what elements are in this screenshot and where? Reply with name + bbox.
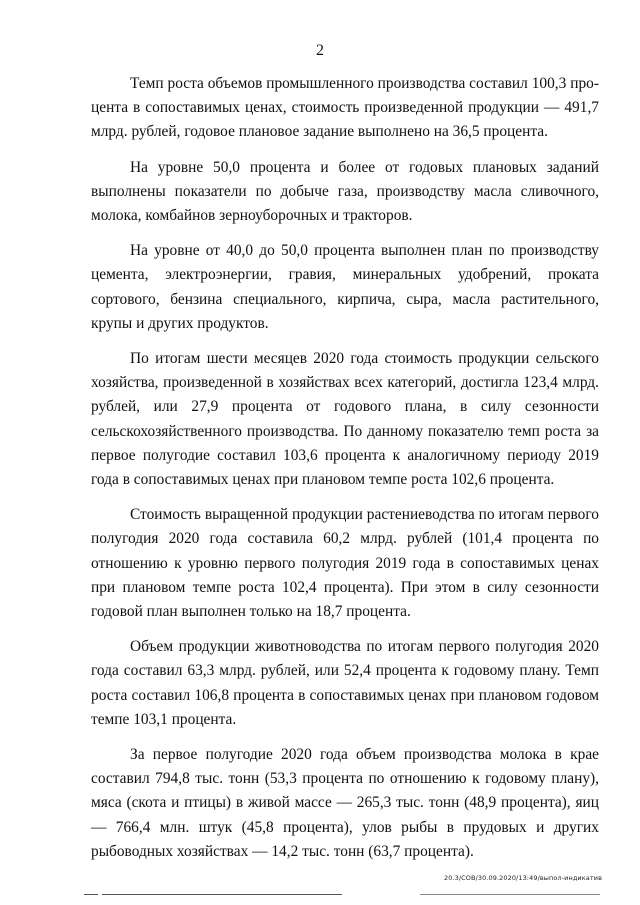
document-code: 20.3/СОВ/30.09.2020/13:49/выпол-индикатив — [443, 874, 602, 882]
paragraph-livestock: Объем продукции животноводства по итогам первого полугодия 2020 года составил 63,3 млрд. рублей, или 52,4 процента к годовому плану. Темп роста составил 106,8 процента в сопоставимых ценах при плановом годовом темпе 103,1 процента. — [91, 638, 599, 728]
paragraph-industrial-growth: Темп роста объемов промышленного производства составил 100,3 процента в сопоставимых ценах, стоимость произведенной продукции — 491,7 млрд. рублей, годовое плановое задание выполнено на 36,5 процента. — [91, 75, 599, 141]
page-number: 2 — [316, 42, 324, 59]
footer-rule-left — [102, 894, 342, 895]
footer-rule-right — [420, 894, 600, 895]
footer-rule-short — [84, 894, 98, 895]
paragraph-agriculture: По итогам шести месяцев 2020 года стоимость продукции сельского хозяйства, произведенной в хозяйствах всех категорий, достигла 123,4 млрд. рублей, или 27,9 процента от годового плана, в силу сезонности сельскохозяйственного производства. По данному показателю темп роста за первое полугодие составил 103,6 процента к аналогичному периоду 2019 года в сопоставимых ценах при плановом темпе роста 102,6 процента. — [91, 350, 599, 489]
paragraph-milk-meat-eggs-fish: За первое полугодие 2020 года объем производства молока в крае составил 794,8 тыс. тонн (53,3 процента по отношению к годовому плану), мяса (скота и птицы) в живой массе — 265,3 тыс. тонн (48,9 процента), яиц — 766,4 млн. штук (45,8 процента), улов рыбы в прудовых и других рыбоводных хозяйствах — 14,2 тыс. тонн (63,7 процента). — [91, 746, 599, 860]
paragraph-plan-40-50-percent: На уровне от 40,0 до 50,0 процента выполнен план по производству цемента, электроэнергии, гравия, минеральных удобрений, проката сортового, бензина специального, кирпича, сыра, масла растительного, крупы и других продуктов. — [91, 242, 599, 332]
paragraph-plan-50-percent: На уровне 50,0 процента и более от годовых плановых заданий выполнены показатели по добыче газа, производству масла сливочного, молока, комбайнов зерноуборочных и тракторов. — [91, 158, 599, 225]
paragraph-crop-production: Стоимость выращенной продукции растениеводства по итогам первого полугодия 2020 года составила 60,2 млрд. рублей (101,4 процента по отношению к уровню первого полугодия 2019 года в сопоставимых ценах при плановом темпе роста 102,4 процента). При этом в силу сезонности годовой план выполнен только на 18,7 процента. — [91, 506, 599, 621]
document-body — [91, 72, 599, 875]
